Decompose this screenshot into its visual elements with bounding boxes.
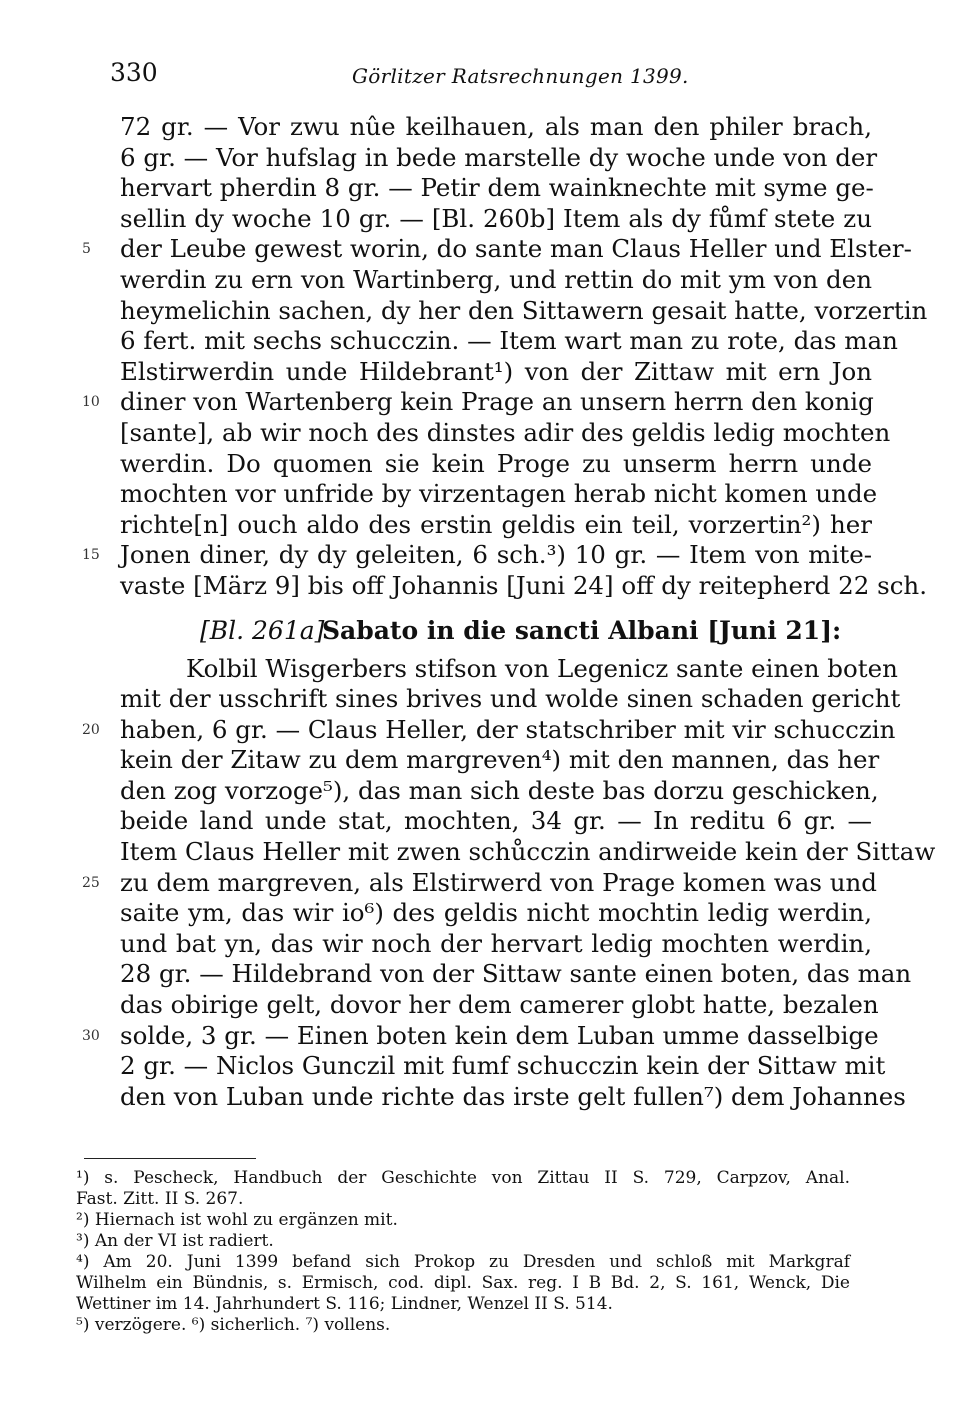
footnote-rule xyxy=(84,1158,256,1159)
folio-reference: [Bl. 261a] xyxy=(200,615,325,645)
line-text: heymelichin sachen, dy her den Sittawern gesait hatte, vorzertin xyxy=(120,295,928,325)
line-text: Kolbil Wisgerbers stifson von Legenicz sante einen boten xyxy=(186,653,898,683)
text-line xyxy=(0,143,960,174)
line-text: zu dem margreven, als Elstirwerd von Prage komen was und xyxy=(120,867,877,897)
text-line xyxy=(0,234,960,265)
text-line xyxy=(0,265,960,296)
line-text: 28 gr. — Hildebrand von der Sittaw sante einen boten, das man xyxy=(120,959,912,989)
footnote-line xyxy=(0,1315,960,1336)
text-line xyxy=(0,326,960,357)
text-line xyxy=(0,449,960,480)
text-line xyxy=(0,296,960,327)
text-line xyxy=(0,418,960,449)
paragraph-block-1 xyxy=(0,112,960,602)
line-text: mochten vor unfride by virzentagen herab nicht komen unde xyxy=(120,479,878,509)
text-line xyxy=(0,806,960,837)
text-line xyxy=(0,929,960,960)
text-line xyxy=(0,776,960,807)
line-text: den von Luban unde richte das irste gelt fullen⁷) dem Johannes xyxy=(120,1081,906,1111)
footnote-line xyxy=(0,1273,960,1294)
line-text: das obirige gelt, dovor her dem camerer globt hatte, bezalen xyxy=(120,990,879,1020)
section-heading xyxy=(0,608,960,654)
text-line xyxy=(0,173,960,204)
running-title: Görlitzer Ratsrechnungen 1399. xyxy=(352,64,689,88)
line-text: Elstirwerdin unde Hildebrant¹) von der Zittaw mit ern Jon xyxy=(120,356,872,386)
text-line xyxy=(0,1082,960,1113)
text-line xyxy=(0,654,960,685)
footnote-line xyxy=(0,1210,960,1231)
text-line xyxy=(0,571,960,602)
text-line xyxy=(0,868,960,899)
text-line xyxy=(0,204,960,235)
text-line xyxy=(0,1021,960,1052)
footnote-line xyxy=(0,1231,960,1252)
footnote-text: ¹) s. Pescheck, Handbuch der Geschichte von Zittau II S. 729, Carpzov, Anal. xyxy=(76,1168,850,1188)
footnote-text: Wettiner im 14. Jahrhundert S. 116; Lindner, Wenzel II S. 514. xyxy=(76,1294,613,1314)
footnote-text: Wilhelm ein Bündnis, s. Ermisch, cod. dipl. Sax. reg. I B Bd. 2, S. 161, Wenck, Die xyxy=(76,1273,850,1293)
line-text: beide land unde stat, mochten, 34 gr. — In reditu 6 gr. — xyxy=(120,806,872,836)
text-line xyxy=(0,112,960,143)
text-line xyxy=(0,510,960,541)
line-number: 15 xyxy=(82,547,100,564)
line-text: [sante], ab wir noch des dinstes adir des geldis ledig mochten xyxy=(120,417,891,447)
line-text: diner von Wartenberg kein Prage an unsern herrn den konig xyxy=(120,387,874,417)
text-line xyxy=(0,479,960,510)
line-text: richte[n] ouch aldo des erstin geldis ein teil, vorzertin²) her xyxy=(120,509,872,539)
line-text: hervart pherdin 8 gr. — Petir dem wainknechte mit syme ge- xyxy=(120,173,874,203)
text-line xyxy=(0,837,960,868)
text-line xyxy=(0,540,960,571)
line-text: kein der Zitaw zu dem margreven⁴) mit den mannen, das her xyxy=(120,745,880,775)
section-title: Sabato in die sancti Albani [Juni 21]: xyxy=(322,615,842,645)
footnotes xyxy=(0,1168,960,1336)
text-line xyxy=(0,357,960,388)
line-number: 20 xyxy=(82,721,100,738)
line-text: den zog vorzoge⁵), das man sich deste bas dorzu geschicken, xyxy=(120,775,879,805)
text-line xyxy=(0,1051,960,1082)
line-text: saite ym, das wir io⁶) des geldis nicht mochtin ledig werdin, xyxy=(120,898,872,928)
footnote-line xyxy=(0,1168,960,1189)
page-number: 330 xyxy=(110,58,158,87)
line-text: 72 gr. — Vor zwu nûe keilhauen, als man den philer brach, xyxy=(120,112,872,141)
footnote-line xyxy=(0,1294,960,1315)
footnote-text: ³) An der VI ist radiert. xyxy=(76,1231,274,1251)
footnote-line xyxy=(0,1252,960,1273)
line-number: 25 xyxy=(82,874,100,891)
footnote-text: ⁴) Am 20. Juni 1399 befand sich Prokop zu Dresden und schloß mit Markgraf xyxy=(76,1252,850,1272)
line-text: sellin dy woche 10 gr. — [Bl. 260b] Item als dy fůmf stete zu xyxy=(120,203,872,233)
text-line xyxy=(0,990,960,1021)
text-line xyxy=(0,715,960,746)
footnote-text: ²) Hiernach ist wohl zu ergänzen mit. xyxy=(76,1210,398,1230)
line-number: 5 xyxy=(82,241,91,258)
line-text: der Leube gewest worin, do sante man Claus Heller und Elster- xyxy=(120,234,912,264)
line-text: Jonen diner, dy dy geleiten, 6 sch.³) 10 gr. — Item von mite- xyxy=(120,540,872,570)
line-text: Item Claus Heller mit zwen schůcczin andirweide kein der Sittaw xyxy=(120,837,936,867)
footnote-text: Fast. Zitt. II S. 267. xyxy=(76,1189,244,1209)
page-header xyxy=(0,58,960,98)
line-text: und bat yn, das wir noch der hervart ledig mochten werdin, xyxy=(120,928,872,958)
line-text: 6 fert. mit sechs schucczin. — Item wart man zu rote, das man xyxy=(120,326,898,356)
line-text: vaste [März 9] bis off Johannis [Juni 24] off dy reitepherd 22 sch. xyxy=(120,570,927,600)
line-text: werdin zu ern von Wartinberg, und rettin do mit ym von den xyxy=(120,264,872,294)
line-text: 2 gr. — Niclos Gunczil mit fumf schucczin kein der Sittaw mit xyxy=(120,1051,886,1081)
line-text: mit der usschrift sines brives und wolde sinen schaden gericht xyxy=(120,684,901,714)
text-line xyxy=(0,898,960,929)
text-line xyxy=(0,684,960,715)
footnote-line xyxy=(0,1189,960,1210)
line-number: 30 xyxy=(82,1027,100,1044)
text-line xyxy=(0,387,960,418)
text-line xyxy=(0,959,960,990)
line-text: 6 gr. — Vor hufslag in bede marstelle dy woche unde von der xyxy=(120,142,878,172)
body-text xyxy=(0,112,960,1112)
line-number: 10 xyxy=(82,394,100,411)
line-text: werdin. Do quomen sie kein Proge zu unserm herrn unde xyxy=(120,448,872,478)
text-line xyxy=(0,745,960,776)
footnote-text: ⁵) verzögere. ⁶) sicherlich. ⁷) vollens. xyxy=(76,1315,391,1335)
paragraph-block-2 xyxy=(0,654,960,1113)
line-text: solde, 3 gr. — Einen boten kein dem Luban umme dasselbige xyxy=(120,1020,879,1050)
line-text: haben, 6 gr. — Claus Heller, der statschriber mit vir schucczin xyxy=(120,714,896,744)
